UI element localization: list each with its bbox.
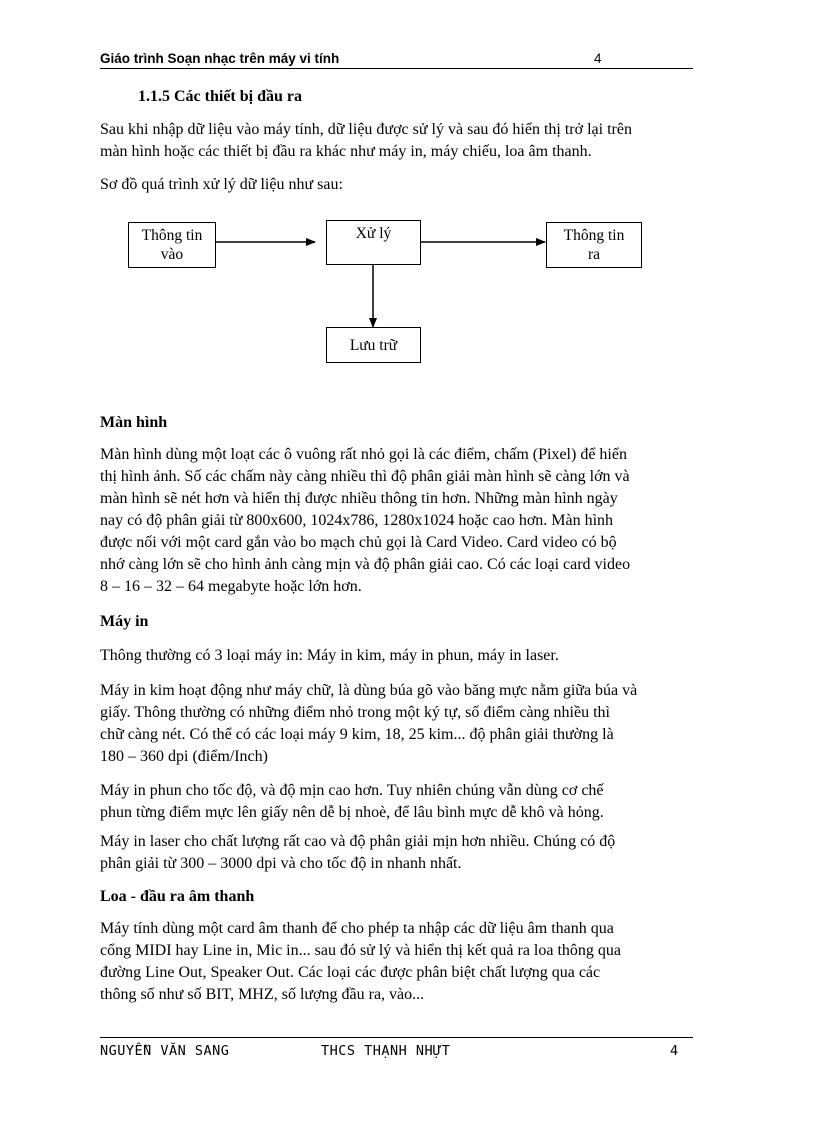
dot-matrix-line: chữ càng nét. Có thể có các loại máy 9 kim, 18, 25 kim... độ phân giải thường là [100, 726, 614, 743]
speaker-heading: Loa - đầu ra âm thanh [100, 888, 255, 905]
speaker-paragraph [100, 918, 693, 1006]
intro-line-2: màn hình hoặc các thiết bị đầu ra khác như máy in, máy chiếu, loa âm thanh. [100, 143, 592, 160]
laser-line: phân giải từ 300 – 3000 dpi và cho tốc độ in nhanh nhất. [100, 855, 462, 872]
box-process [326, 220, 421, 265]
speaker-line: Máy tính dùng một card âm thanh để cho phép ta nhập các dữ liệu âm thanh qua [100, 920, 614, 937]
screen-line: nhớ càng lớn sẽ cho hình ảnh càng mịn và độ phân giải cao. Có các loại card video [100, 556, 631, 573]
laser-line: Máy in laser cho chất lượng rất cao và độ phân giải mịn hơn nhiều. Chúng có độ [100, 833, 616, 850]
screen-line: 8 – 16 – 32 – 64 megabyte hoặc lớn hơn. [100, 578, 362, 595]
footer-school: THCS THẠNH NHỰT [321, 1043, 451, 1059]
header-page-number: 4 [594, 51, 602, 66]
inkjet-line: Máy in phun cho tốc độ, và độ mịn cao hơn. Tuy nhiên chúng vẫn dùng cơ chế [100, 782, 604, 799]
printer-heading: Máy in [100, 613, 149, 630]
speaker-line: cổng MIDI hay Line in, Mic in... sau đó sử lý và hiển thị kết quả ra loa thông qua [100, 942, 622, 959]
footer-author: NGUYỄN VĂN SANG [100, 1043, 230, 1059]
screen-line: thị hình ảnh. Số các chấm này càng nhiều thì độ phân giải màn hình sẽ càng lớn và [100, 468, 630, 485]
box-output-line-1: Thông tin [563, 227, 625, 244]
box-input [128, 222, 216, 268]
box-output-line-2: ra [587, 246, 601, 263]
box-output [546, 222, 642, 268]
speaker-line: đường Line Out, Speaker Out. Các loại các được phân biệt chất lượng qua các [100, 964, 601, 981]
inkjet-line: phun từng điểm mực lên giấy nên dễ bị nhoè, để lâu bình mực dễ khô và hỏng. [100, 804, 604, 821]
diagram-intro: Sơ đồ quá trình xử lý dữ liệu như sau: [100, 176, 343, 193]
laser-paragraph [100, 831, 693, 875]
box-storage-label: Lưu trữ [349, 337, 398, 354]
screen-paragraph [100, 444, 693, 598]
box-process-label: Xử lý [355, 225, 392, 242]
footer-page-number: 4 [670, 1043, 679, 1059]
inkjet-paragraph [100, 780, 693, 824]
dot-matrix-line: 180 – 360 dpi (điểm/Inch) [100, 748, 268, 765]
speaker-line: thông số như số BIT, MHZ, số lượng đầu ra, vào... [100, 986, 425, 1003]
dot-matrix-paragraph [100, 680, 693, 768]
box-input-line-2: vào [160, 246, 184, 263]
screen-line: nay có độ phân giải từ 800x600, 1024x786, 1280x1024 hoặc cao hơn. Màn hình [100, 512, 614, 529]
box-storage [326, 327, 421, 363]
section-heading: 1.1.5 Các thiết bị đầu ra [138, 88, 302, 105]
box-input-line-1: Thông tin [141, 227, 203, 244]
screen-line: được nối với một card gắn vào bo mạch chủ gọi là Card Video. Card video có bộ [100, 534, 617, 551]
dot-matrix-line: Máy in kim hoạt động như máy chữ, là dùng búa gõ vào băng mực nằm giữa búa và [100, 682, 638, 699]
screen-line: Màn hình dùng một loạt các ô vuông rất nhỏ gọi là các điểm, chấm (Pixel) để hiển [100, 446, 627, 463]
header-title: Giáo trình Soạn nhạc trên máy vi tính [100, 51, 340, 66]
dot-matrix-line: giấy. Thông thường có những điểm nhỏ trong một ký tự, số điểm càng nhiều thì [100, 704, 610, 721]
page-footer [100, 1037, 693, 1068]
printer-types: Thông thường có 3 loại máy in: Máy in kim, máy in phun, máy in laser. [100, 647, 559, 664]
screen-line: màn hình sẽ nét hơn và hiển thị được nhiều thông tin hơn. Những màn hình ngày [100, 490, 618, 507]
screen-heading: Màn hình [100, 414, 168, 431]
intro-line-1: Sau khi nhập dữ liệu vào máy tính, dữ liệu được sử lý và sau đó hiển thị trở lại trên [100, 121, 632, 138]
